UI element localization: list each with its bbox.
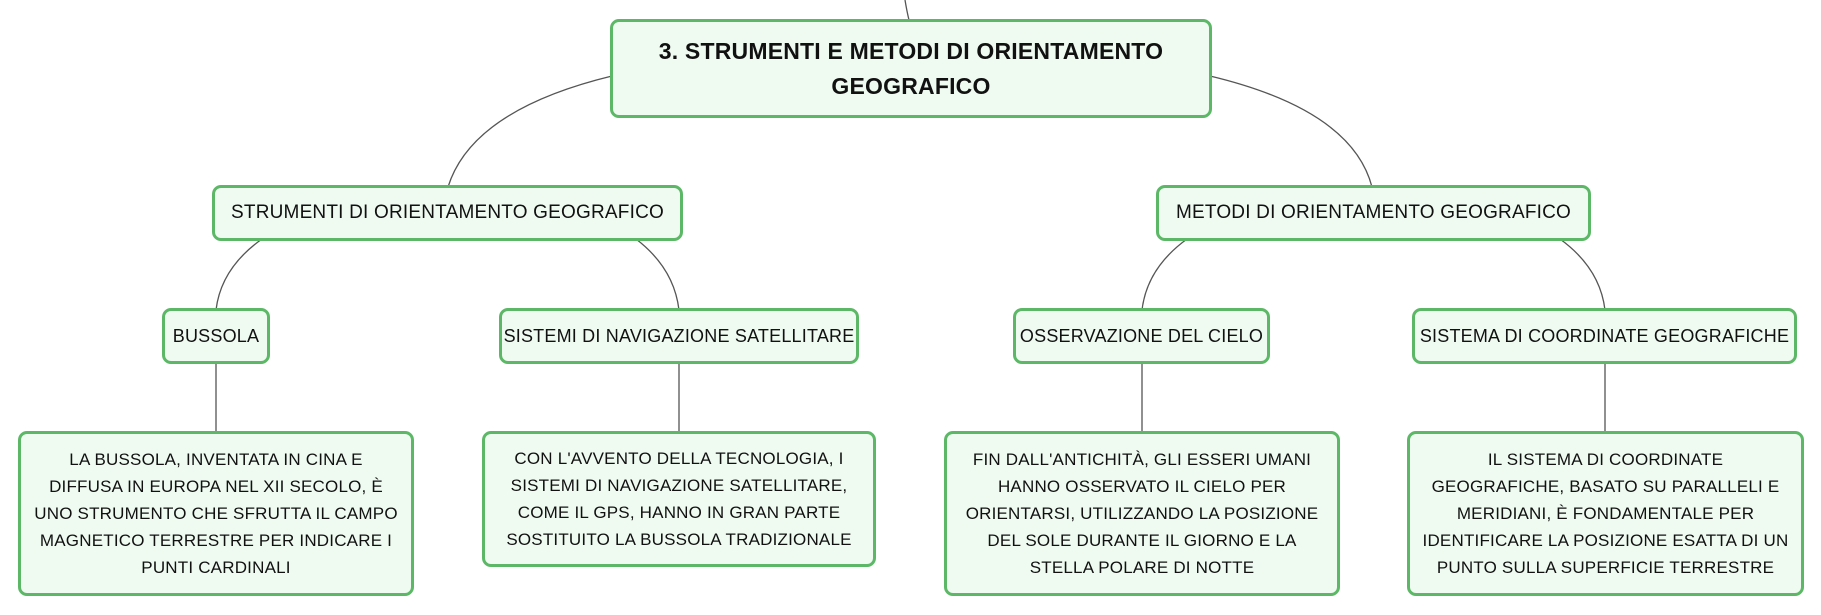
branch-node-strumenti-label: STRUMENTI DI ORIENTAMENTO GEOGRAFICO	[231, 202, 664, 223]
topic-node-bussola[interactable]	[162, 308, 270, 364]
topic-node-cielo[interactable]	[1013, 308, 1270, 364]
connector-metodi-cielo	[1142, 239, 1187, 310]
branch-node-metodi[interactable]	[1156, 185, 1591, 241]
connector-root-metodi	[1210, 76, 1372, 187]
connector-root-parent	[905, 0, 909, 20]
topic-node-satellitare-label: SISTEMI DI NAVIGAZIONE SATELLITARE	[503, 325, 855, 346]
branch-node-strumenti[interactable]	[212, 185, 683, 241]
connector-strumenti-bussola	[216, 239, 262, 310]
detail-node-cielo-text: FIN DALL'ANTICHITÀ, GLI ESSERI UMANI HANNO OSSERVATO IL CIELO PER ORIENTARSI, UTILIZZANDO LA POSIZIONE DEL SOLE DURANTE IL GIORNO E LA STELLA POLARE DI NOTTE	[965, 450, 1319, 577]
topic-node-coordinate[interactable]	[1412, 308, 1797, 364]
root-node[interactable]	[610, 19, 1212, 118]
connector-strumenti-satellitare	[636, 239, 679, 310]
detail-node-coordinate-text: IL SISTEMA DI COORDINATE GEOGRAFICHE, BASATO SU PARALLELI E MERIDIANI, È FONDAMENTALE PER IDENTIFICARE LA POSIZIONE ESATTA DI UN PUNTO SULLA SUPERFICIE TERRESTRE	[1422, 450, 1789, 577]
branch-node-metodi-label: METODI DI ORIENTAMENTO GEOGRAFICO	[1175, 202, 1572, 223]
detail-node-cielo[interactable]	[944, 431, 1340, 596]
detail-node-bussola-text: LA BUSSOLA, INVENTATA IN CINA E DIFFUSA IN EUROPA NEL XII SECOLO, È UNO STRUMENTO CHE SFRUTTA IL CAMPO MAGNETICO TERRESTRE PER INDICARE I PUNTI CARDINALI	[34, 450, 398, 577]
detail-node-satellitare[interactable]	[482, 431, 876, 567]
detail-node-coordinate[interactable]	[1407, 431, 1804, 596]
connector-root-strumenti	[448, 76, 612, 187]
connector-metodi-coordinate	[1560, 239, 1605, 310]
detail-node-satellitare-text: CON L'AVVENTO DELLA TECNOLOGIA, I SISTEMI DI NAVIGAZIONE SATELLITARE, COME IL GPS, HANNO IN GRAN PARTE SOSTITUITO LA BUSSOLA TRADIZIONALE	[506, 449, 852, 549]
topic-node-coordinate-label: SISTEMA DI COORDINATE GEOGRAFICHE	[1419, 325, 1790, 346]
topic-node-satellitare[interactable]	[499, 308, 859, 364]
topic-node-cielo-label: OSSERVAZIONE DEL CIELO	[1019, 325, 1264, 346]
detail-node-bussola[interactable]	[18, 431, 414, 596]
topic-node-bussola-label: BUSSOLA	[172, 325, 260, 346]
root-node-label: 3. STRUMENTI E METODI DI ORIENTAMENTO GEOGRAFICO	[658, 37, 1164, 99]
